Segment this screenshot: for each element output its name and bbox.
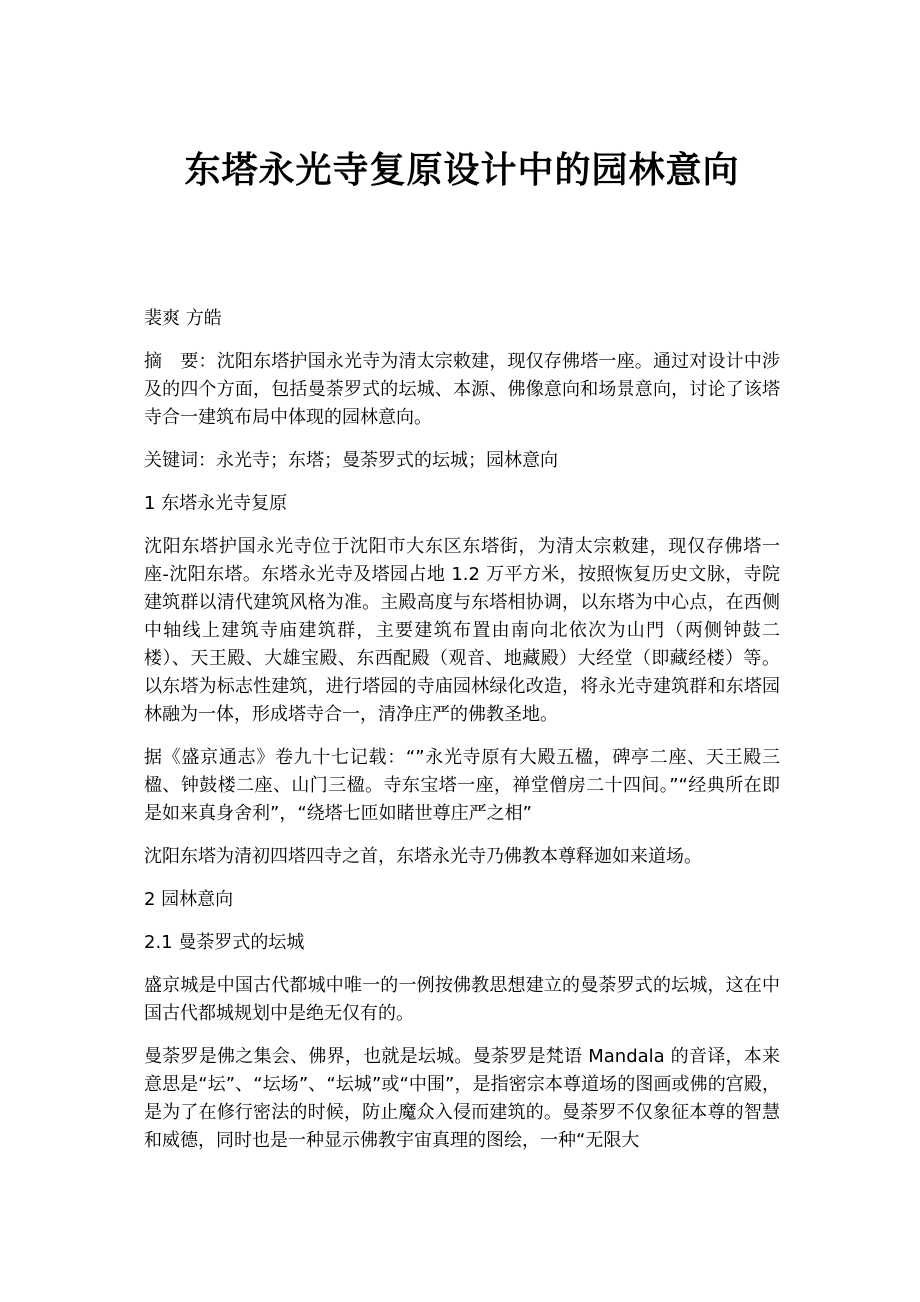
section-2-1-paragraph-1: 盛京城是中国古代都城中唯一的一例按佛教思想建立的曼荼罗式的坛城，这在中国古代都城规划中是绝无仅有的。 <box>144 975 780 1024</box>
section-1-paragraph-1: 沈阳东塔护国永光寺位于沈阳市大东区东塔街，为清太宗敕建，现仅存佛塔一座-沈阳东塔。东塔永光寺及塔园占地 1.2 万平方米，按照恢复历史文脉，寺院建筑群以清代建筑风格为准。主殿高度与东塔相协调，以东塔为中心点，在西侧中轴线上建筑寺庙建筑群，主要建筑布置由南向北依次为山門（两侧钟鼓二楼）、天王殿、大雄宝殿、东西配殿（观音、地藏殿）大经堂（即藏经楼）等。以东塔为标志性建筑，进行塔园的寺庙园林绿化改造，将永光寺建筑群和东塔园林融为一体，形成塔寺合一，清净庄严的佛教圣地。 <box>144 536 780 725</box>
section-heading-2-1: 2.1 曼荼罗式的坛城 <box>144 932 305 953</box>
authors-line: 裴爽 方皓 <box>144 308 222 329</box>
document-page <box>144 0 780 1155</box>
abstract-paragraph: 摘 要：沈阳东塔护国永光寺为清太宗敕建，现仅存佛塔一座。通过对设计中涉及的四个方面，包括曼荼罗式的坛城、本源、佛像意向和场景意向，讨论了该塔寺合一建筑布局中体现的园林意向。 <box>144 351 780 428</box>
document-title: 东塔永光寺复原设计中的园林意向 <box>184 150 740 191</box>
section-heading-1: 1 东塔永光寺复原 <box>144 493 288 514</box>
keywords-line: 关键词：永光寺；东塔；曼荼罗式的坛城；园林意向 <box>144 450 558 471</box>
section-1-paragraph-2: 据《盛京通志》卷九十七记载：“”永光寺原有大殿五楹，碑亭二座、天王殿三楹、钟鼓楼二座、山门三楹。寺东宝塔一座，禅堂僧房二十四间。”“经典所在即是如来真身舍利”，“绕塔七匝如睹世尊庄严之相” <box>144 747 780 824</box>
section-2-1-paragraph-2: 曼荼罗是佛之集会、佛界，也就是坛城。曼荼罗是梵语 Mandala 的音译，本来意思是“坛”、“坛场”、“坛城”或“中围”，是指密宗本尊道场的图画或佛的宫殿，是为了在修行密法的时候，防止魔众入侵而建筑的。曼荼罗不仅象征本尊的智慧和威德，同时也是一种显示佛教宇宙真理的图绘，一种“无限大 <box>144 1046 780 1151</box>
section-heading-2: 2 园林意向 <box>144 889 234 910</box>
section-1-paragraph-3: 沈阳东塔为清初四塔四寺之首，东塔永光寺乃佛教本尊释迦如来道场。 <box>144 846 702 867</box>
